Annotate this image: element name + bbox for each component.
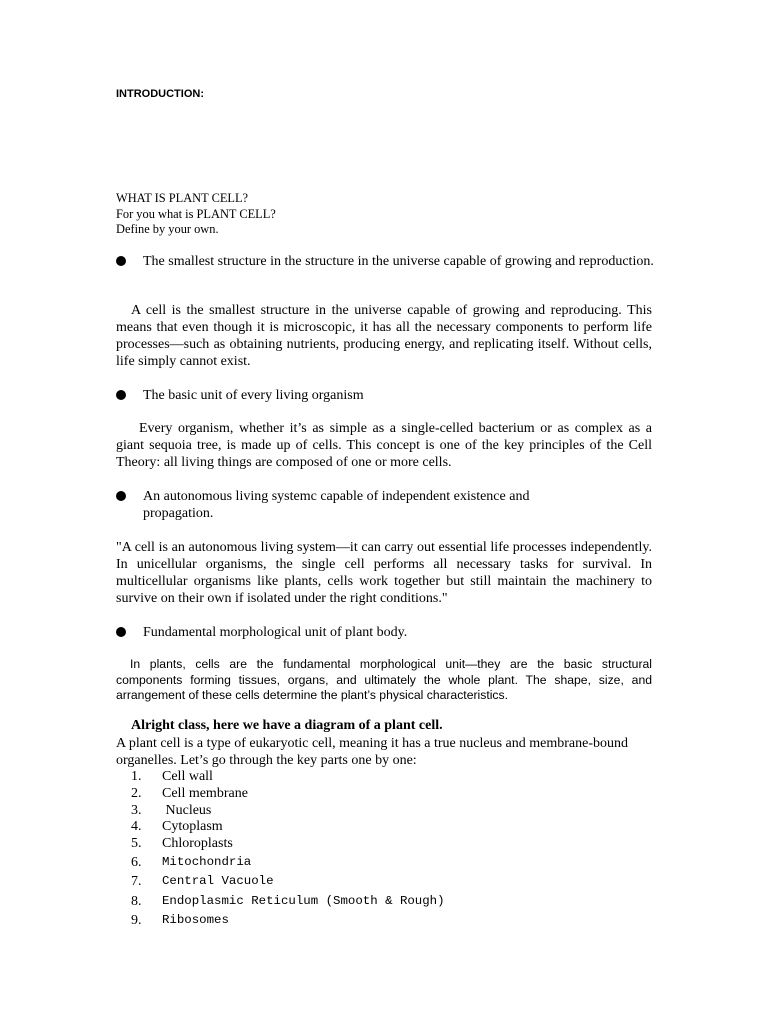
question-instruction: Define by your own. — [116, 222, 219, 236]
bullet-point-4 — [116, 624, 656, 641]
paragraph-4: In plants, cells are the fundamental morphological unit—they are the basic structural components forming tissues, organs, and ultimately the whole plant. The shape, size, and arrangement of these cells determine the plant’s physical characteristics. — [116, 657, 652, 703]
bullet-dot-icon — [116, 627, 126, 637]
bullet-point-2 — [116, 387, 656, 404]
bullet-point-3 — [116, 488, 596, 522]
bullet-dot-icon — [116, 491, 126, 501]
paragraph-2: Every organism, whether it’s as simple as a single-celled bacterium or as complex as a giant sequoia tree, is made up of cells. This concept is one of the key principles of the Cell Theory: all living things are composed of one or more cells. — [116, 421, 652, 470]
paragraph-3: "A cell is an autonomous living system—it can carry out essential life processes independently. In unicellular organisms, the single cell performs all necessary tasks for survival. In multicellular organisms like plants, cells work together but still maintain the machinery to survive on their own if isolated under the right conditions." — [116, 540, 652, 606]
bullet-text: Fundamental morphological unit of plant body. — [143, 625, 408, 640]
document-page: INTRODUCTION: WHAT IS PLANT CELL? For you what is PLANT CELL? Define by your own. The smallest structure in the structure in the universe capable of growing and reproduction. A cell is the smallest structure in the universe capable of growing and reproducing. This means that even though it is microscopic, it has all the necessary components to perform life processes—such as obtaining nutrients, producing energy, and replicating itself. Without cells, life simply cannot exist. The basic unit of every living organism Every organism, whether it’s as simple as a single-celled bacterium or as complex as a giant sequoia tree, is made up of cells. This concept is one of the key principles of the Cell Theory: all living things are composed of one or more cells. An autonomous living systemc capable of independent existence and propagation. "A cell is an autonomous living system—it can carry out essential life processes independently. In unicellular organisms, the single cell performs all necessary tasks for survival. In multicellular organisms like plants, cells work together but still maintain the machinery to survive on their own if isolated under the right conditions." Fundamental morphological unit of plant body. In plants, cells are the fundamental morphological unit—they are the basic structural components forming tissues, organs, and ultimately the whole plant. The shape, size, and arrangement of these cells determine the plant’s physical characteristics. Alright class, here we have a diagram of a plant cell. A plant cell is a type of eukaryotic cell, meaning it has a true nucleus and membrane-bound organelles. Let’s go through the key parts one by one: 1. Cell wall 2. Cell membrane 3. Nucleus 4. Cytoplasm 5. Chloroplasts 6. Mitochondria 7. Central Vacuole 8. Endoplasmic Reticulum (Smooth & Rough) 9. Ribosomes — [0, 0, 768, 1024]
bullet-dot-icon — [116, 256, 126, 266]
question-prompt: For you what is PLANT CELL? — [116, 206, 276, 221]
bullet-dot-icon — [116, 390, 126, 400]
introduction-heading: INTRODUCTION: — [116, 88, 204, 100]
bullet-text: An autonomous living systemc capable of independent existence and propagation. — [143, 489, 530, 521]
paragraph-1: A cell is the smallest structure in the universe capable of growing and reproducing. This means that even though it is microscopic, it has all the necessary components to perform life processes—such as obtaining nutrients, producing energy, and replicating itself. Without cells, life simply cannot exist. — [116, 303, 652, 369]
diagram-intro-heading: Alright class, here we have a diagram of a plant cell. — [131, 718, 443, 733]
bullet-text: The smallest structure in the structure in the universe capable of growing and reproduction. — [143, 254, 654, 269]
question-block — [116, 191, 276, 238]
bullet-text: The basic unit of every living organism — [143, 388, 364, 403]
diagram-intro-text: A plant cell is a type of eukaryotic cell, meaning it has a true nucleus and membrane-bound organelles. Let’s go through the key parts one by one: — [116, 736, 628, 768]
bullet-point-1 — [116, 253, 656, 270]
question-title: WHAT IS PLANT CELL? — [116, 191, 249, 205]
